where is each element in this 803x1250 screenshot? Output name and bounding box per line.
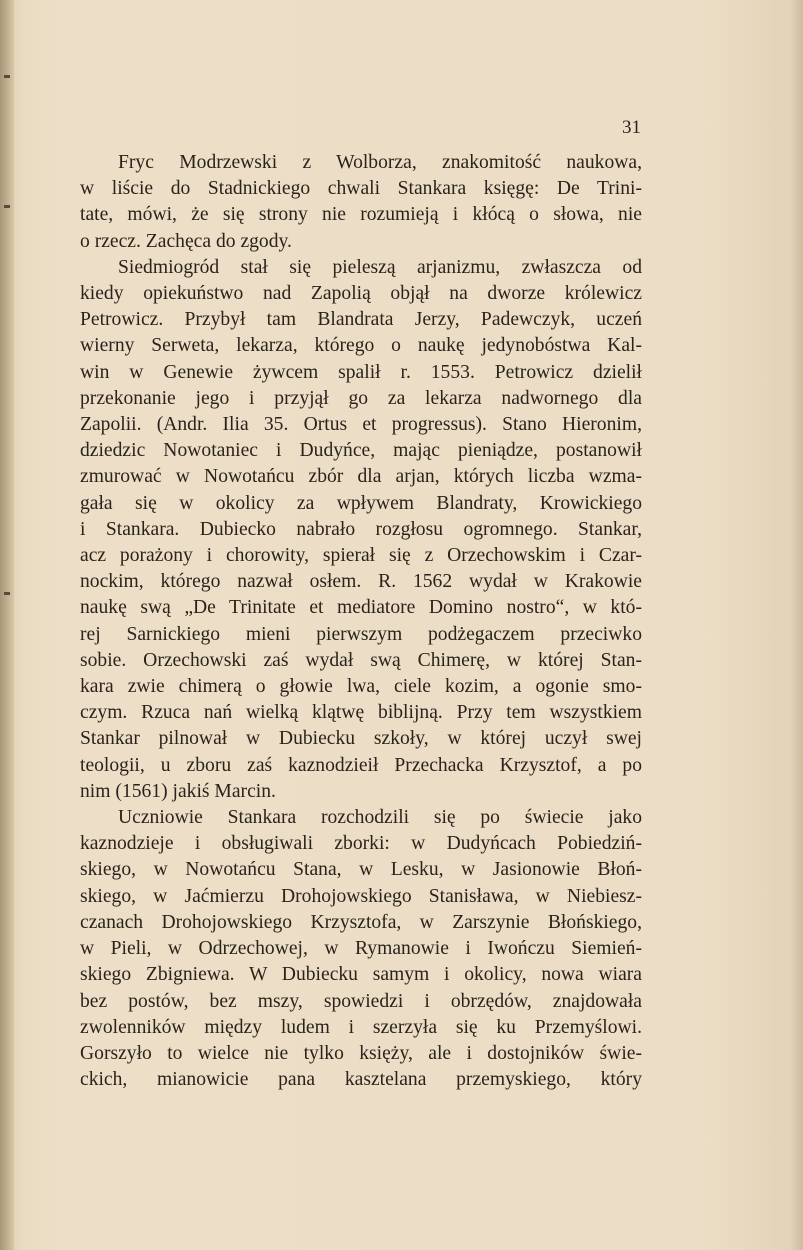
text-line: Gorszyło to wielce nie tylko księży, ale i dostojników świe- <box>80 1042 642 1064</box>
text-line: kara zwie chimerą o głowie lwa, ciele kozim, a ogonie smo- <box>80 676 642 698</box>
text-line: zmurować w Nowotańcu zbór dla arjan, których liczba wzma- <box>80 466 642 488</box>
text-line: rej Sarnickiego mieni pierwszym podżegaczem przeciwko <box>80 623 642 645</box>
text-line: w liście do Stadnickiego chwali Stankara księgę: De Trini- <box>80 178 642 200</box>
text-line: nockim, którego nazwał osłem. R. 1562 wydał w Krakowie <box>80 571 642 593</box>
text-line: czanach Drohojowskiego Krzysztofa, w Zarszynie Błońskiego, <box>80 911 642 933</box>
text-line: i Stankara. Dubiecko nabrało rozgłosu ogromnego. Stankar, <box>80 518 642 540</box>
text-line: przekonanie jego i przyjął go za lekarza nadwornego dla <box>80 387 642 409</box>
text-line: Fryc Modrzewski z Wolborza, znakomitość naukowa, <box>118 152 642 173</box>
text-line: teologii, u zboru zaś kaznodzieił Przechacka Krzysztof, a po <box>80 754 642 776</box>
text-line: skiego, w Jaćmierzu Drohojowskiego Stanisława, w Niebiesz- <box>80 885 642 907</box>
text-line: nim (1561) jakiś Marcin. <box>80 780 276 802</box>
text-line: Zapolii. (Andr. Ilia 35. Ortus et progressus). Stano Hieronim, <box>80 414 642 436</box>
text-line: zwolenników między ludem i szerzyła się ku Przemyślowi. <box>80 1016 642 1038</box>
text-line: Siedmiogród stał się pieleszą arjanizmu, zwłaszcza od <box>118 256 642 278</box>
text-line: kiedy opiekuństwo nad Zapolią objął na dworze królewicz <box>80 283 642 305</box>
text-line: Stankar pilnował w Dubiecku szkoły, w której uczył swej <box>80 728 642 750</box>
margin-mark <box>4 75 10 78</box>
text-line: w Pieli, w Odrzechowej, w Rymanowie i Iwończu Siemień- <box>80 938 642 960</box>
text-line: Uczniowie Stankara rozchodzili się po świecie jako <box>118 807 642 829</box>
body-text <box>80 150 642 1093</box>
page-number: 31 <box>622 117 641 138</box>
margin-mark <box>4 592 10 595</box>
page-gutter <box>0 0 14 1250</box>
text-line: o rzecz. Zachęca do zgody. <box>80 230 292 252</box>
text-line: gała się w okolicy za wpływem Blandraty, Krowickiego <box>80 492 642 514</box>
text-line: sobie. Orzechowski zaś wydał swą Chimerę, w której Stan- <box>80 649 642 671</box>
text-line: naukę swą „De Trinitate et mediatore Domino nostro“, w któ- <box>80 597 642 619</box>
text-line: wierny Serweta, lekarza, którego o naukę jedynobóstwa Kal- <box>80 335 642 357</box>
text-line: czym. Rzuca nań wielką klątwę biblijną. Przy tem wszystkiem <box>80 702 642 724</box>
text-line: tate, mówi, że się strony nie rozumieją i kłócą o słowa, nie <box>80 204 642 226</box>
text-line: acz porażony i chorowity, spierał się z Orzechowskim i Czar- <box>80 545 642 567</box>
text-line: kaznodzieje i obsługiwali zborki: w Dudyńcach Pobiedziń- <box>80 833 642 855</box>
text-line: dziedzic Nowotaniec i Dudyńce, mając pieniądze, postanowił <box>80 440 642 462</box>
text-line: ckich, mianowicie pana kasztelana przemyskiego, który <box>80 1069 642 1091</box>
text-line: skiego, w Nowotańcu Stana, w Lesku, w Jasionowie Błoń- <box>80 859 642 881</box>
text-line: Petrowicz. Przybył tam Blandrata Jerzy, Padewczyk, uczeń <box>80 309 642 331</box>
text-line: skiego Zbigniewa. W Dubiecku samym i okolicy, nowa wiara <box>80 964 642 986</box>
text-line: win w Genewie żywcem spalił r. 1553. Petrowicz dzielił <box>80 361 642 383</box>
margin-mark <box>4 205 10 208</box>
text-line: bez postów, bez mszy, spowiedzi i obrzędów, znajdowała <box>80 990 642 1012</box>
